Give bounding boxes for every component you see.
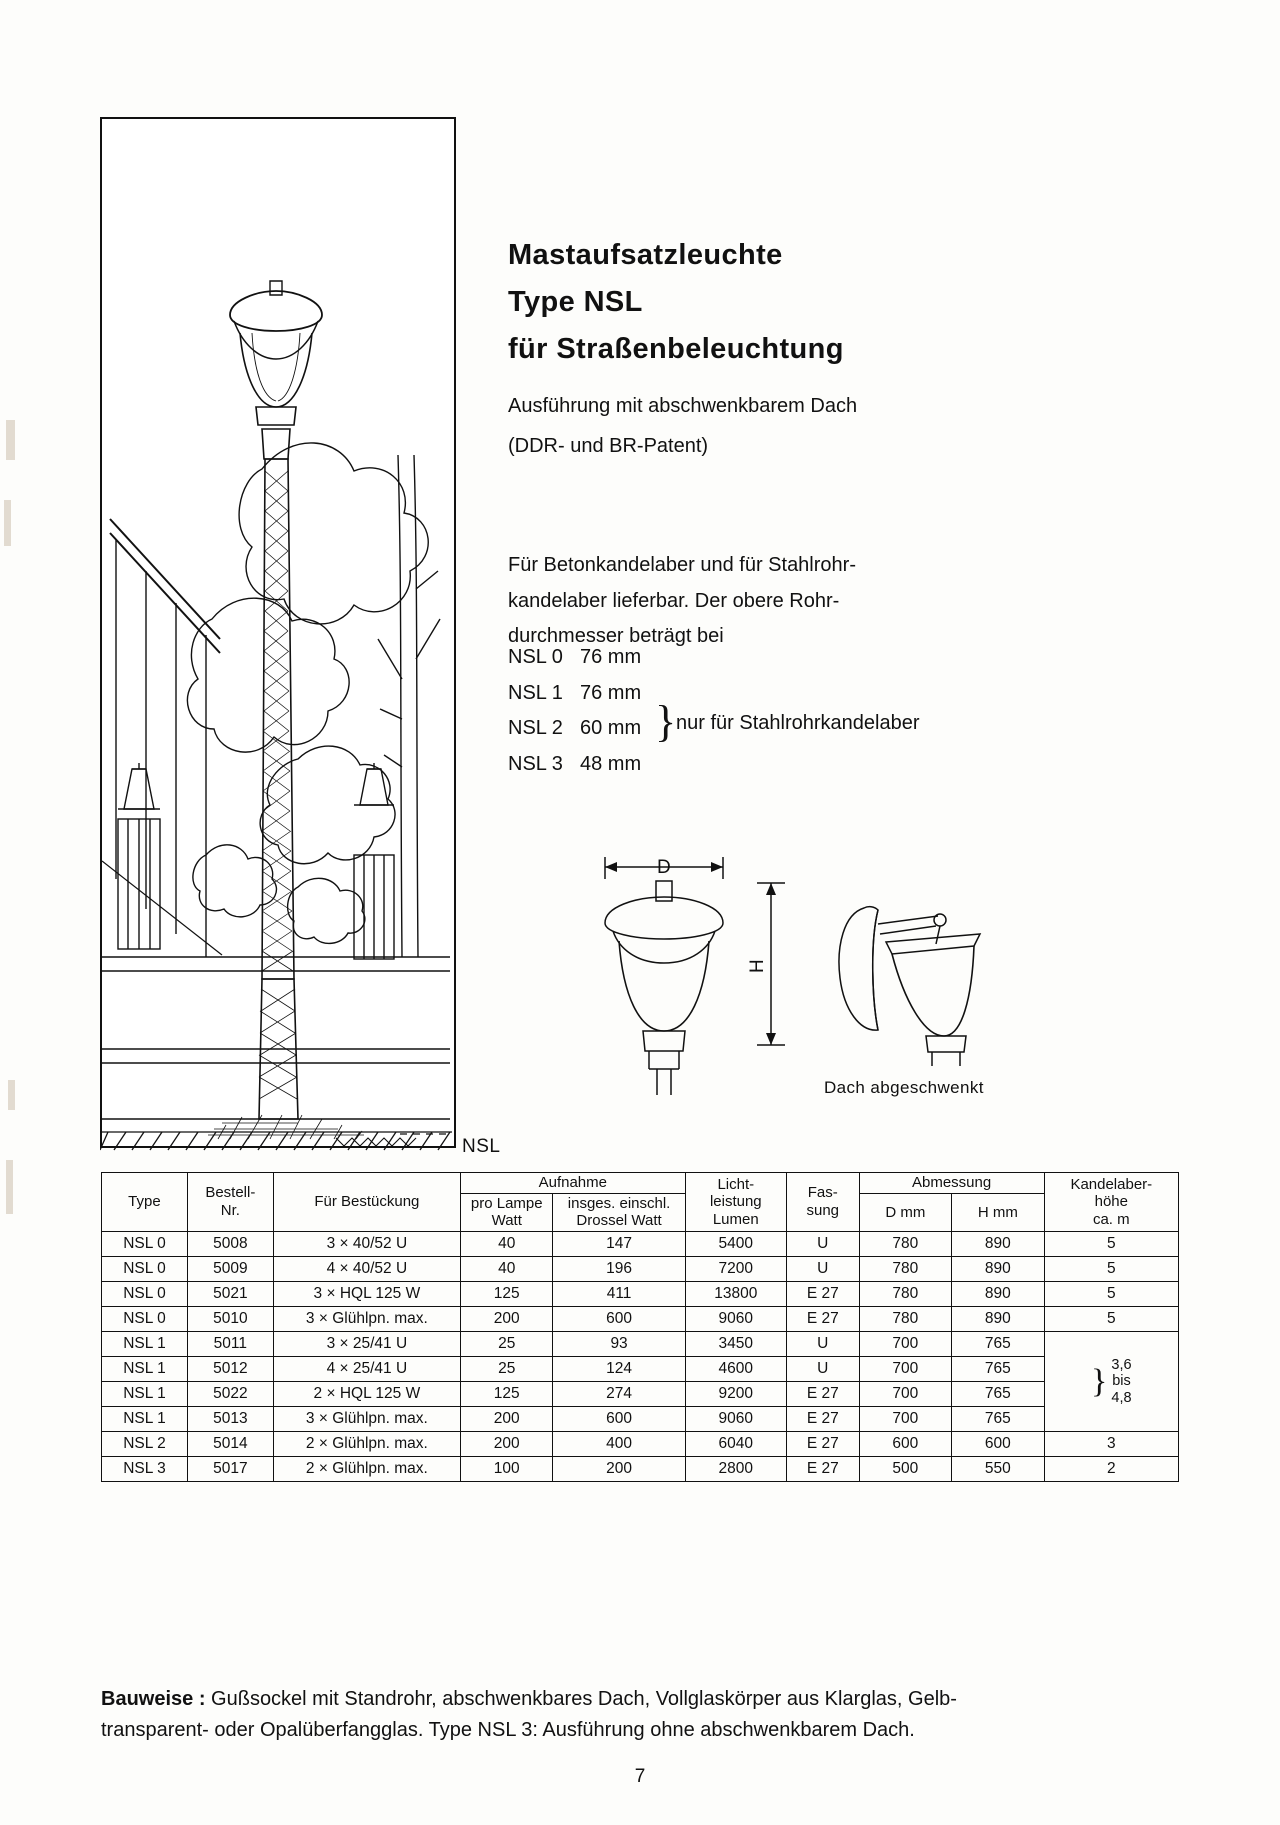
cell-pro-lampe: 125 bbox=[460, 1382, 553, 1407]
cell-h: 765 bbox=[952, 1382, 1045, 1407]
cell-kandelaber: 3 bbox=[1044, 1432, 1178, 1457]
cell-bestueckung: 2 × Glühlpn. max. bbox=[273, 1432, 460, 1457]
cell-type: NSL 0 bbox=[102, 1232, 188, 1257]
table-row bbox=[102, 1407, 1179, 1432]
cell-type: NSL 1 bbox=[102, 1382, 188, 1407]
header-insges-l1: insges. einschl. bbox=[567, 1194, 671, 1212]
diameter-value: 76 mm bbox=[580, 681, 642, 704]
diameter-type: NSL 2 bbox=[508, 717, 563, 740]
cell-lumen: 9060 bbox=[685, 1307, 786, 1332]
header-aufnahme: Aufnahme bbox=[460, 1173, 685, 1194]
cell-h: 890 bbox=[952, 1282, 1045, 1307]
header-kand-l3: ca. m bbox=[1092, 1210, 1130, 1228]
header-insges-l2: Drossel Watt bbox=[576, 1212, 662, 1230]
diameter-type: NSL 0 bbox=[508, 646, 563, 668]
cell-fassung: U bbox=[786, 1232, 859, 1257]
cell-h: 890 bbox=[952, 1257, 1045, 1282]
header-licht-l2: leistung bbox=[709, 1193, 762, 1211]
cell-d: 700 bbox=[859, 1357, 952, 1382]
bauweise-line-2: transparent- oder Opalüberfangglas. Type NSL 3: Ausführung ohne abschwenkbarem Dach. bbox=[101, 1719, 915, 1741]
cell-nr: 5008 bbox=[187, 1232, 273, 1257]
title-line-1: Mastaufsatzleuchte bbox=[508, 239, 783, 271]
cell-insgesamt: 93 bbox=[553, 1332, 685, 1357]
header-insgesamt bbox=[553, 1193, 685, 1231]
cell-bestueckung: 3 × Glühlpn. max. bbox=[273, 1307, 460, 1332]
header-licht-l3: Lumen bbox=[712, 1210, 759, 1228]
header-licht-l1: Licht- bbox=[717, 1175, 755, 1193]
cell-fassung: E 27 bbox=[786, 1432, 859, 1457]
cell-fassung: E 27 bbox=[786, 1407, 859, 1432]
cell-nr: 5010 bbox=[187, 1307, 273, 1332]
cell-nr: 5009 bbox=[187, 1257, 273, 1282]
cell-kandelaber-group bbox=[1044, 1332, 1178, 1432]
cell-fassung: U bbox=[786, 1257, 859, 1282]
street-lamp-illustration bbox=[100, 117, 456, 1148]
subtitle-line-2: (DDR- und BR-Patent) bbox=[508, 435, 709, 457]
cell-d: 780 bbox=[859, 1257, 952, 1282]
cell-d: 700 bbox=[859, 1332, 952, 1357]
table-header-row-1 bbox=[102, 1173, 1179, 1194]
cell-fassung: E 27 bbox=[786, 1457, 859, 1482]
cell-d: 700 bbox=[859, 1382, 952, 1407]
dimension-label-h: H bbox=[747, 959, 768, 973]
cell-h: 765 bbox=[952, 1357, 1045, 1382]
header-h-mm: H mm bbox=[952, 1193, 1045, 1231]
table-row bbox=[102, 1332, 1179, 1357]
header-pro-lampe bbox=[460, 1193, 553, 1231]
cell-insgesamt: 400 bbox=[553, 1432, 685, 1457]
table-row bbox=[102, 1232, 1179, 1257]
cell-bestueckung: 3 × HQL 125 W bbox=[273, 1282, 460, 1307]
cell-nr: 5021 bbox=[187, 1282, 273, 1307]
bauweise-label: Bauweise : bbox=[101, 1688, 206, 1710]
cell-kandelaber: 5 bbox=[1044, 1282, 1178, 1307]
kandelaber-brace: } bbox=[1091, 1362, 1108, 1400]
diameter-type: NSL 3 bbox=[508, 752, 563, 775]
cell-insgesamt: 200 bbox=[553, 1457, 685, 1482]
cell-h: 600 bbox=[952, 1432, 1045, 1457]
cell-d: 600 bbox=[859, 1432, 952, 1457]
subtitle-line-1: Ausführung mit abschwenkbarem Dach bbox=[508, 395, 858, 417]
table-row bbox=[102, 1257, 1179, 1282]
header-fassung bbox=[786, 1173, 859, 1232]
cell-fassung: E 27 bbox=[786, 1307, 859, 1332]
table-row bbox=[102, 1382, 1179, 1407]
cell-bestueckung: 4 × 25/41 U bbox=[273, 1357, 460, 1382]
cell-insgesamt: 600 bbox=[553, 1407, 685, 1432]
cell-lumen: 5400 bbox=[685, 1232, 786, 1257]
cell-lumen: 13800 bbox=[685, 1282, 786, 1307]
cell-pro-lampe: 200 bbox=[460, 1307, 553, 1332]
cell-fassung: U bbox=[786, 1332, 859, 1357]
cell-bestueckung: 4 × 40/52 U bbox=[273, 1257, 460, 1282]
bauweise-text-1: Gußsockel mit Standrohr, abschwenkbares Dach, Vollglaskörper aus Klarglas, Gelb- bbox=[205, 1688, 957, 1710]
diameter-row bbox=[508, 747, 684, 783]
cell-pro-lampe: 40 bbox=[460, 1232, 553, 1257]
table-row bbox=[102, 1357, 1179, 1382]
cell-pro-lampe: 200 bbox=[460, 1407, 553, 1432]
ground-hatching bbox=[100, 1128, 452, 1156]
cell-bestueckung: 2 × Glühlpn. max. bbox=[273, 1457, 460, 1482]
dimension-label-d: D bbox=[657, 857, 671, 878]
cell-pro-lampe: 25 bbox=[460, 1357, 553, 1382]
cell-lumen: 4600 bbox=[685, 1357, 786, 1382]
cell-nr: 5017 bbox=[187, 1457, 273, 1482]
cell-h: 890 bbox=[952, 1307, 1045, 1332]
header-bestell-nr bbox=[187, 1173, 273, 1232]
scan-artifact bbox=[8, 1080, 15, 1110]
cell-fassung: U bbox=[786, 1357, 859, 1382]
cell-d: 500 bbox=[859, 1457, 952, 1482]
cell-lumen: 9200 bbox=[685, 1382, 786, 1407]
header-fassung-l1: Fas- bbox=[807, 1184, 838, 1202]
figure-label-nsl: NSL bbox=[462, 1136, 501, 1157]
description-line-3: durchmesser beträgt bei bbox=[508, 625, 724, 648]
scan-artifact bbox=[6, 420, 15, 460]
cell-kandelaber: 5 bbox=[1044, 1257, 1178, 1282]
description-line-2: kandelaber lieferbar. Der obere Rohr- bbox=[508, 589, 840, 612]
cell-pro-lampe: 125 bbox=[460, 1282, 553, 1307]
scan-artifact bbox=[6, 1160, 13, 1214]
cell-pro-lampe: 200 bbox=[460, 1432, 553, 1457]
table-row bbox=[102, 1457, 1179, 1482]
cell-pro-lampe: 40 bbox=[460, 1257, 553, 1282]
cell-type: NSL 3 bbox=[102, 1457, 188, 1482]
cell-nr: 5014 bbox=[187, 1432, 273, 1457]
table-row bbox=[102, 1432, 1179, 1457]
diameter-type: NSL 1 bbox=[508, 681, 563, 704]
cell-nr: 5013 bbox=[187, 1407, 273, 1432]
cell-nr: 5022 bbox=[187, 1382, 273, 1407]
cell-lumen: 3450 bbox=[685, 1332, 786, 1357]
kandelaber-l2: bis bbox=[1112, 1373, 1131, 1390]
header-bestueckung: Für Bestückung bbox=[273, 1173, 460, 1232]
subtitle bbox=[508, 386, 1108, 466]
specification-table bbox=[101, 1172, 1179, 1482]
header-bestell-nr-l1: Bestell- bbox=[205, 1184, 256, 1202]
cell-kandelaber: 5 bbox=[1044, 1232, 1178, 1257]
cell-h: 550 bbox=[952, 1457, 1045, 1482]
diameter-value: 60 mm bbox=[580, 717, 642, 740]
header-d-mm: D mm bbox=[859, 1193, 952, 1231]
cell-type: NSL 0 bbox=[102, 1282, 188, 1307]
cell-type: NSL 0 bbox=[102, 1257, 188, 1282]
cell-h: 765 bbox=[952, 1332, 1045, 1357]
tilted-roof-drawing bbox=[820, 880, 1040, 1070]
page-title bbox=[508, 232, 1068, 373]
scan-artifact bbox=[4, 500, 11, 546]
table-row bbox=[102, 1307, 1179, 1332]
cell-type: NSL 0 bbox=[102, 1307, 188, 1332]
header-kandelaberhoehe bbox=[1044, 1173, 1178, 1232]
cell-type: NSL 1 bbox=[102, 1407, 188, 1432]
brace-glyph: } bbox=[655, 697, 677, 746]
bauweise-line-1 bbox=[101, 1684, 1191, 1715]
title-line-3: für Straßenbeleuchtung bbox=[508, 332, 844, 365]
header-lichtleistung bbox=[685, 1173, 786, 1232]
cell-lumen: 9060 bbox=[685, 1407, 786, 1432]
header-bestell-nr-l2: Nr. bbox=[220, 1202, 240, 1220]
cell-insgesamt: 274 bbox=[553, 1382, 685, 1407]
cell-pro-lampe: 25 bbox=[460, 1332, 553, 1357]
title-line-2: Type NSL bbox=[508, 285, 643, 318]
cell-kandelaber: 2 bbox=[1044, 1457, 1178, 1482]
cell-insgesamt: 196 bbox=[553, 1257, 685, 1282]
cell-type: NSL 2 bbox=[102, 1432, 188, 1457]
cell-d: 780 bbox=[859, 1307, 952, 1332]
kandelaber-l3: 4,8 bbox=[1111, 1389, 1132, 1406]
kandelaber-l1: 3,6 bbox=[1111, 1357, 1132, 1374]
header-pro-lampe-l2: Watt bbox=[491, 1212, 522, 1230]
cell-type: NSL 1 bbox=[102, 1332, 188, 1357]
cell-bestueckung: 3 × 40/52 U bbox=[273, 1232, 460, 1257]
diameter-row bbox=[508, 640, 684, 676]
header-kand-l2: höhe bbox=[1094, 1193, 1128, 1211]
table-row bbox=[102, 1282, 1179, 1307]
description-paragraph bbox=[508, 548, 928, 655]
header-fassung-l2: sung bbox=[806, 1202, 840, 1220]
diameter-value: 76 mm bbox=[580, 646, 642, 668]
drawing-caption: Dach abgeschwenkt bbox=[824, 1078, 984, 1097]
cell-bestueckung: 3 × Glühlpn. max. bbox=[273, 1407, 460, 1432]
cell-lumen: 2800 bbox=[685, 1457, 786, 1482]
bauweise-note bbox=[101, 1684, 1191, 1746]
cell-insgesamt: 147 bbox=[553, 1232, 685, 1257]
cell-type: NSL 1 bbox=[102, 1357, 188, 1382]
cell-lumen: 6040 bbox=[685, 1432, 786, 1457]
cell-h: 890 bbox=[952, 1232, 1045, 1257]
page-number: 7 bbox=[634, 1766, 646, 1787]
cell-kandelaber: 5 bbox=[1044, 1307, 1178, 1332]
cell-d: 700 bbox=[859, 1407, 952, 1432]
header-pro-lampe-l1: pro Lampe bbox=[470, 1194, 543, 1212]
cell-insgesamt: 600 bbox=[553, 1307, 685, 1332]
cell-lumen: 7200 bbox=[685, 1257, 786, 1282]
cell-fassung: E 27 bbox=[786, 1282, 859, 1307]
cell-nr: 5011 bbox=[187, 1332, 273, 1357]
cell-h: 765 bbox=[952, 1407, 1045, 1432]
cell-fassung: E 27 bbox=[786, 1382, 859, 1407]
header-kand-l1: Kandelaber- bbox=[1070, 1175, 1153, 1193]
brace-note: nur für Stahlrohrkandelaber bbox=[676, 712, 920, 734]
cell-pro-lampe: 100 bbox=[460, 1457, 553, 1482]
cell-bestueckung: 2 × HQL 125 W bbox=[273, 1382, 460, 1407]
description-line-1: Für Betonkandelaber und für Stahlrohr- bbox=[508, 554, 856, 576]
cell-insgesamt: 411 bbox=[553, 1282, 685, 1307]
cell-insgesamt: 124 bbox=[553, 1357, 685, 1382]
header-type: Type bbox=[102, 1173, 188, 1232]
cell-d: 780 bbox=[859, 1282, 952, 1307]
diameter-value: 48 mm bbox=[580, 752, 642, 775]
cell-nr: 5012 bbox=[187, 1357, 273, 1382]
header-abmessung: Abmessung bbox=[859, 1173, 1044, 1194]
cell-d: 780 bbox=[859, 1232, 952, 1257]
cell-bestueckung: 3 × 25/41 U bbox=[273, 1332, 460, 1357]
